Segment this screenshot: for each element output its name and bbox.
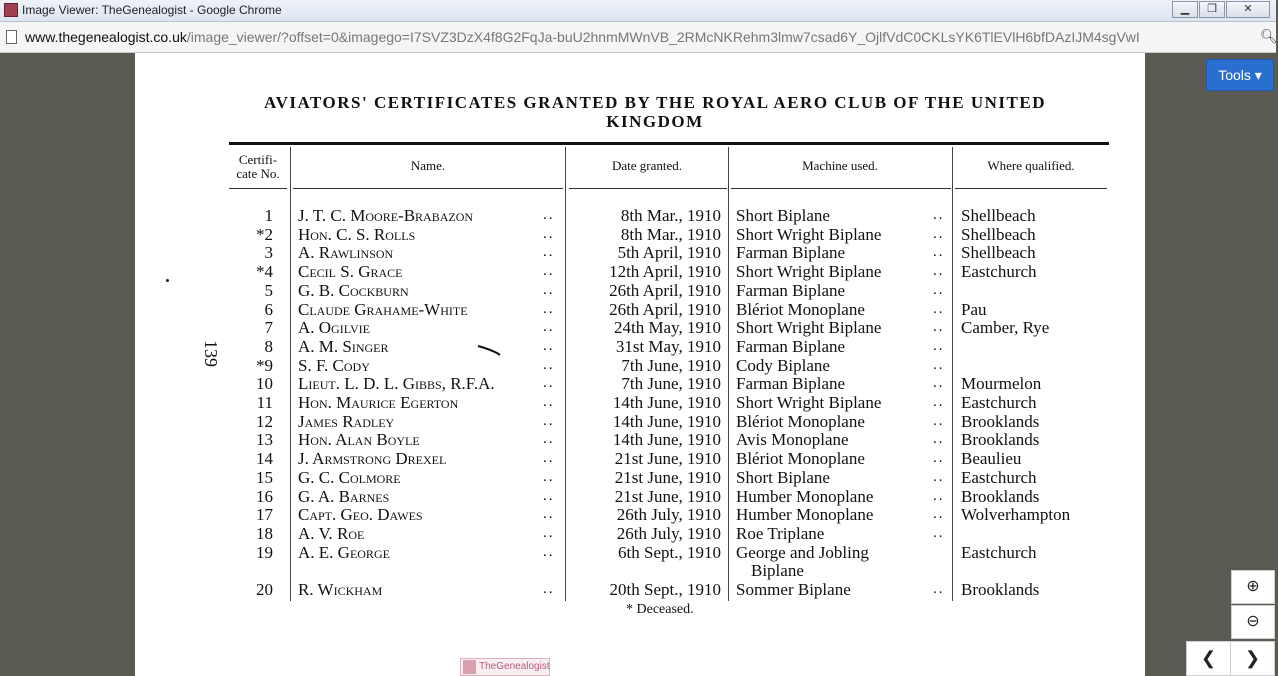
leader-dots: .. — [543, 581, 555, 597]
page-icon — [6, 30, 17, 44]
app-icon — [4, 3, 18, 17]
machine-used: Avis Monoplane — [736, 430, 849, 450]
leader-dots: .. — [933, 394, 945, 410]
next-page-button[interactable]: ❯ — [1230, 641, 1275, 676]
certificate-number: 10 — [256, 374, 273, 394]
where-qualified: Eastchurch — [961, 262, 1037, 282]
leader-dots: .. — [543, 319, 555, 336]
date-granted: 7th June, 1910 — [621, 355, 721, 375]
date-granted: 24th May, 1910 — [613, 318, 721, 338]
maximize-button[interactable]: ❐ — [1199, 1, 1225, 18]
certificate-number: 7 — [264, 318, 273, 338]
machine-used: Short Wright Biplane — [736, 224, 882, 244]
where-qualified: Brooklands — [961, 486, 1040, 506]
header-rule — [731, 188, 951, 189]
table-row — [135, 449, 1145, 468]
aviator-name: J. Armstrong Drexel — [298, 449, 447, 469]
document-title: AVIATORS' CERTIFICATES GRANTED BY THE ROYAL AERO CLUB OF THE UNITED KINGDOM — [264, 93, 1046, 131]
window-title: Image Viewer: TheGenealogist - Google Chrome — [22, 3, 282, 17]
date-granted: 21st June, 1910 — [614, 486, 721, 506]
leader-dots: .. — [933, 356, 945, 373]
table-row — [135, 337, 1145, 356]
date-granted: 8th Mar., 1910 — [620, 206, 721, 225]
where-qualified: Shellbeach — [961, 224, 1036, 244]
table-row — [135, 393, 1145, 412]
leader-dots: .. — [543, 543, 555, 560]
machine-used: Biplane — [751, 561, 804, 581]
aviator-name: G. A. Barnes — [298, 486, 390, 506]
leader-dots: .. — [933, 412, 945, 429]
date-granted: 12th April, 1910 — [609, 262, 721, 282]
table-row — [135, 580, 1145, 599]
certificate-number: 14 — [256, 449, 273, 469]
machine-used: Blériot Monoplane — [736, 449, 865, 469]
leader-dots: .. — [933, 337, 945, 354]
aviator-name: J. T. C. Moore-Brabazon — [298, 206, 474, 225]
certificate-number: 16 — [256, 486, 273, 506]
document-image — [135, 53, 1145, 676]
date-granted: 26th July, 1910 — [616, 523, 721, 543]
where-qualified: Eastchurch — [961, 467, 1037, 487]
window-controls — [1171, 1, 1270, 19]
where-qualified: Brooklands — [961, 411, 1040, 431]
footnote: * Deceased. — [626, 602, 694, 617]
leader-dots: .. — [543, 300, 555, 317]
aviator-name: G. C. Colmore — [298, 467, 401, 487]
address-bar[interactable] — [0, 22, 1276, 53]
leader-dots: .. — [543, 375, 555, 392]
aviator-name: James Radley — [298, 411, 395, 431]
header-rule — [229, 188, 287, 189]
machine-used: Humber Monoplane — [736, 505, 874, 525]
table-row — [135, 468, 1145, 487]
where-qualified: Wolverhampton — [961, 505, 1071, 525]
table-row — [135, 374, 1145, 393]
close-button[interactable]: ✕ — [1226, 1, 1270, 18]
leader-dots: .. — [933, 244, 945, 261]
leader-dots: .. — [933, 375, 945, 392]
page-number: 139 — [201, 340, 221, 367]
machine-used: Short Biplane — [736, 206, 830, 225]
table-row — [135, 524, 1145, 543]
leader-dots: .. — [543, 412, 555, 429]
machine-used: Roe Triplane — [736, 523, 825, 543]
machine-used: Farman Biplane — [736, 280, 846, 300]
machine-used: George and Jobling — [736, 542, 869, 562]
minimize-button[interactable]: ▁ — [1172, 1, 1198, 18]
certificate-number: *2 — [256, 224, 273, 244]
date-granted: 7th June, 1910 — [621, 374, 721, 394]
machine-used: Blériot Monoplane — [736, 299, 865, 319]
certificate-number: 6 — [264, 299, 273, 319]
where-qualified: Mourmelon — [961, 374, 1042, 394]
leader-dots: .. — [543, 244, 555, 261]
leader-dots: .. — [933, 506, 945, 523]
certificate-number: 18 — [256, 523, 273, 543]
leader-dots: .. — [933, 524, 945, 541]
leader-dots: .. — [543, 487, 555, 504]
where-qualified: Beaulieu — [961, 449, 1022, 469]
certificate-number: 20 — [256, 580, 273, 599]
table-row — [135, 206, 1145, 225]
table-row — [135, 225, 1145, 244]
header-where: Where qualified. — [987, 158, 1075, 173]
tools-button[interactable]: Tools ▾ — [1206, 59, 1274, 91]
certificate-number: 17 — [256, 505, 273, 525]
leader-dots: .. — [933, 207, 945, 223]
date-granted: 21st June, 1910 — [614, 449, 721, 469]
certificate-number: 12 — [256, 411, 273, 431]
machine-used: Sommer Biplane — [736, 580, 851, 599]
header-name: Name. — [410, 158, 446, 173]
aviator-name: Hon. Alan Boyle — [298, 430, 420, 450]
where-qualified: Camber, Rye — [961, 318, 1050, 338]
machine-used: Short Wright Biplane — [736, 393, 882, 412]
aviator-name: Cecil S. Grace — [298, 262, 403, 282]
leader-dots: .. — [543, 225, 555, 242]
where-qualified: Pau — [961, 299, 987, 319]
leader-dots: .. — [543, 394, 555, 410]
machine-used: Farman Biplane — [736, 336, 846, 356]
leader-dots: .. — [543, 207, 555, 223]
certificate-number: 15 — [256, 467, 273, 487]
previous-page-button[interactable]: ❮ — [1186, 641, 1231, 676]
table-row — [135, 412, 1145, 431]
aviator-name: G. B. Cockburn — [298, 280, 409, 300]
certificate-number: 13 — [256, 430, 273, 450]
date-granted: 20th Sept., 1910 — [609, 580, 721, 599]
aviator-name: A. V. Roe — [298, 523, 365, 543]
leader-dots: .. — [933, 300, 945, 317]
url-domain: www.thegenealogist.co.uk — [25, 29, 187, 45]
where-qualified: Shellbeach — [961, 206, 1036, 225]
table-row — [135, 243, 1145, 262]
leader-dots: .. — [543, 337, 555, 354]
header-date: Date granted. — [611, 158, 683, 173]
date-granted: 8th Mar., 1910 — [620, 224, 721, 244]
machine-used: Short Biplane — [736, 467, 830, 487]
leader-dots: .. — [933, 319, 945, 336]
table-row — [135, 318, 1145, 337]
date-granted: 31st May, 1910 — [615, 336, 721, 356]
aviator-name: Capt. Geo. Dawes — [298, 505, 423, 525]
zoom-out-button[interactable]: ⊖ — [1231, 605, 1275, 639]
header-rule — [293, 188, 563, 189]
paper-speck — [166, 279, 169, 282]
table-row — [135, 430, 1145, 449]
aviator-name: Hon. Maurice Egerton — [298, 393, 459, 412]
aviator-name: A. M. Singer — [298, 336, 389, 356]
date-granted: 14th June, 1910 — [612, 411, 721, 431]
ink-mark — [477, 344, 503, 356]
leader-dots: .. — [933, 431, 945, 448]
where-qualified: Shellbeach — [961, 243, 1036, 263]
header-rule — [955, 188, 1107, 189]
leader-dots: .. — [933, 468, 945, 485]
where-qualified: Eastchurch — [961, 393, 1037, 412]
watermark-text: TheGenealogist — [479, 661, 550, 672]
table-row — [135, 561, 1145, 580]
genealogist-watermark — [460, 658, 550, 676]
machine-used: Farman Biplane — [736, 374, 846, 394]
certificate-number: *9 — [256, 355, 273, 375]
leader-dots: .. — [543, 431, 555, 448]
table-row — [135, 543, 1145, 562]
aviator-name: A. Rawlinson — [298, 243, 394, 263]
aviator-name: Lieut. L. D. L. Gibbs, R.F.A. — [298, 374, 495, 394]
certificate-number: *4 — [256, 262, 273, 282]
leader-dots: .. — [933, 450, 945, 467]
aviator-name: A. Ogilvie — [298, 318, 370, 338]
where-qualified: Brooklands — [961, 430, 1040, 450]
header-machine: Machine used. — [802, 158, 878, 173]
machine-used: Blériot Monoplane — [736, 411, 865, 431]
window-titlebar — [0, 0, 1276, 22]
date-granted: 14th June, 1910 — [612, 393, 721, 412]
where-qualified: Eastchurch — [961, 542, 1037, 562]
machine-used: Humber Monoplane — [736, 486, 874, 506]
certificate-number: 11 — [256, 393, 273, 412]
url-path: /image_viewer/?offset=0&imagego=I7SVZ3DzX4f8G2FqJa-buU2hnmMWnVB_2RMcNKRehm3lmw7csad6Y_OjlfVdC0CKLsYK6TlEVlH6bfDAzIJM4sgVwI — [186, 29, 1140, 45]
date-granted: 26th April, 1910 — [609, 299, 721, 319]
header-rule — [569, 188, 727, 189]
leader-dots: .. — [543, 356, 555, 373]
leader-dots: .. — [543, 506, 555, 523]
aviator-name: S. F. Cody — [298, 355, 370, 375]
certificate-number: 19 — [256, 542, 273, 562]
leader-dots: .. — [543, 450, 555, 467]
table-row — [135, 281, 1145, 300]
certificate-number: 1 — [264, 206, 273, 225]
table-row — [135, 262, 1145, 281]
date-granted: 14th June, 1910 — [612, 430, 721, 450]
url-field[interactable] — [25, 29, 1253, 45]
aviator-name: A. E. George — [298, 542, 390, 562]
date-granted: 5th April, 1910 — [617, 243, 721, 263]
table-row — [135, 487, 1145, 506]
table-row — [135, 356, 1145, 375]
watermark-logo-icon — [463, 660, 476, 674]
leader-dots: .. — [543, 281, 555, 298]
image-viewer[interactable] — [0, 53, 1276, 676]
certificate-number: 5 — [264, 280, 273, 300]
aviator-name: R. Wickham — [298, 580, 383, 599]
leader-dots: .. — [543, 468, 555, 485]
machine-used: Short Wright Biplane — [736, 262, 882, 282]
search-icon[interactable]: 🔍︎ — [1260, 28, 1278, 44]
leader-dots: .. — [933, 487, 945, 504]
table-row — [135, 300, 1145, 319]
date-granted: 6th Sept., 1910 — [618, 542, 721, 562]
machine-used: Farman Biplane — [736, 243, 846, 263]
date-granted: 26th April, 1910 — [609, 280, 721, 300]
machine-used: Short Wright Biplane — [736, 318, 882, 338]
aviator-name: Claude Grahame-White — [298, 299, 468, 319]
machine-used: Cody Biplane — [736, 355, 830, 375]
aviator-name: Hon. C. S. Rolls — [298, 224, 416, 244]
table-row — [135, 505, 1145, 524]
date-granted: 21st June, 1910 — [614, 467, 721, 487]
certificate-number: 8 — [264, 336, 273, 356]
leader-dots: .. — [933, 281, 945, 298]
leader-dots: .. — [543, 263, 555, 280]
where-qualified: Brooklands — [961, 580, 1040, 599]
leader-dots: .. — [933, 263, 945, 280]
date-granted: 26th July, 1910 — [616, 505, 721, 525]
title-rule — [229, 142, 1109, 145]
leader-dots: .. — [543, 524, 555, 541]
certificate-number: 3 — [264, 243, 273, 263]
leader-dots: .. — [933, 225, 945, 242]
zoom-in-button[interactable]: ⊕ — [1231, 570, 1275, 604]
header-certificate-no: Certifi-cate No. — [236, 152, 280, 181]
leader-dots: .. — [933, 581, 945, 597]
